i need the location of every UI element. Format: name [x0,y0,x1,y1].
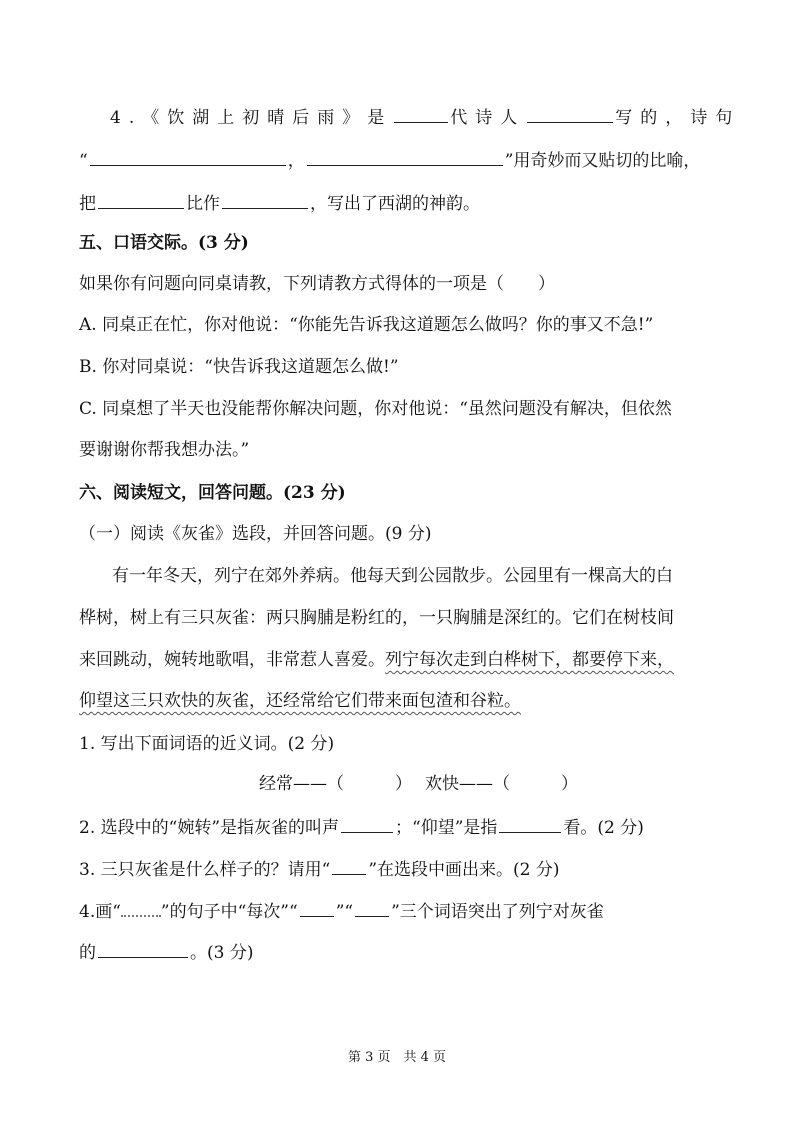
option-b[interactable]: B. 你对同桌说：“快告诉我这道题怎么做!” [79,357,399,377]
blank-word-2[interactable] [300,898,334,917]
text: 。(3 分) [190,943,254,963]
text: ， [287,151,305,171]
poem-question-line-1 [110,104,740,130]
section-5-question [79,272,555,296]
question-1: 1. 写出下面词语的近义词。(2 分) [79,734,335,754]
text: 4.画“ [79,902,121,922]
question-4-line-2 [79,939,253,965]
question-1-word-2[interactable]: 欢快——（ ） [425,774,578,794]
poem-question-line-2 [79,147,700,173]
text: 代诗人 [450,108,526,128]
straight-line-sample [332,856,366,875]
blank-feeling[interactable] [98,939,188,958]
reading-1-title: （一）阅读《灰雀》选段，并回答问题。(9 分) [79,524,432,544]
blank-verse-2[interactable] [307,147,503,166]
text: 看。(2 分) [563,818,644,838]
wavy-underlined-text: 仰望这三只欢快的灰雀，还经常给它们带来面包渣和谷粒。 [79,691,521,711]
text: 把 [79,194,96,214]
option-c-line-1[interactable]: C. 同桌想了半天也没能帮你解决问题，你对他说：“虽然问题没有解决，但依然 [79,399,672,419]
blank-compared-to[interactable] [222,190,308,209]
text: 的 [79,943,96,963]
text: 2. 选段中的“婉转”是指灰雀的叫声 [79,818,340,838]
text: ”三个词语突出了列宁对灰雀 [391,902,604,922]
passage-line-3 [79,648,674,672]
passage-line-1: 有一年冬天，列宁在郊外养病。他每天到公园散步。公园里有一棵高大的白 [112,566,673,586]
text: ；“仰望”是指 [395,818,498,838]
passage-line-2: 桦树，树上有三只灰雀：两只胸脯是粉红的，一只胸脯是深红的。它们在树枝间 [79,608,674,628]
question-3 [79,856,560,882]
blank-yangwang[interactable] [499,814,561,833]
text: ”在选段中画出来。(2 分) [368,860,560,880]
text: 来回跳动，婉转地歌唱，非常惹人喜爱。 [79,650,385,670]
option-a[interactable]: A. 同桌正在忙，你对他说：“你能先告诉我这道题怎么做吗？你的事又不急!” [79,315,654,335]
text: “ [79,151,88,171]
section-5-title: 五、口语交际。(3 分) [79,233,249,253]
text: 如果你有问题向同桌请教，下列请教方式得体的一项是（ ） [79,274,555,294]
question-4 [79,898,604,924]
text: ，写出了西湖的神韵。 [310,194,480,214]
blank-verse-1[interactable] [90,147,286,166]
blank-dynasty[interactable] [394,104,448,123]
section-6-title: 六、阅读短文，回答问题。(23 分) [79,483,346,503]
passage-line-4 [79,689,521,713]
blank-wanzhuan[interactable] [341,814,393,833]
text: 4.《饮湖上初晴后雨》是 [110,108,393,128]
text: 3. 三只灰雀是什么样子的？请用“ [79,860,331,880]
poem-question-line-3 [79,190,480,216]
question-1-word-1[interactable]: 经常——（ ） [259,774,412,794]
blank-compared-thing[interactable] [98,190,184,209]
text: 比作 [186,194,220,214]
wavy-line-sample [121,899,161,917]
page-footer: 第 3 页 共 4 页 [347,1050,447,1065]
wavy-underlined-text: 列宁每次走到白桦树下，都要停下来， [385,650,674,670]
blank-word-3[interactable] [355,898,389,917]
text: 写的，诗句 [615,108,741,128]
blank-poet[interactable] [527,104,613,123]
option-c-line-2[interactable]: 要谢谢你帮我想办法。” [79,440,250,460]
text: ”的句子中“每次”“ [160,902,298,922]
text: ”用奇妙而又贴切的比喻， [504,151,701,171]
question-2 [79,814,644,840]
text: ”“ [335,902,354,922]
